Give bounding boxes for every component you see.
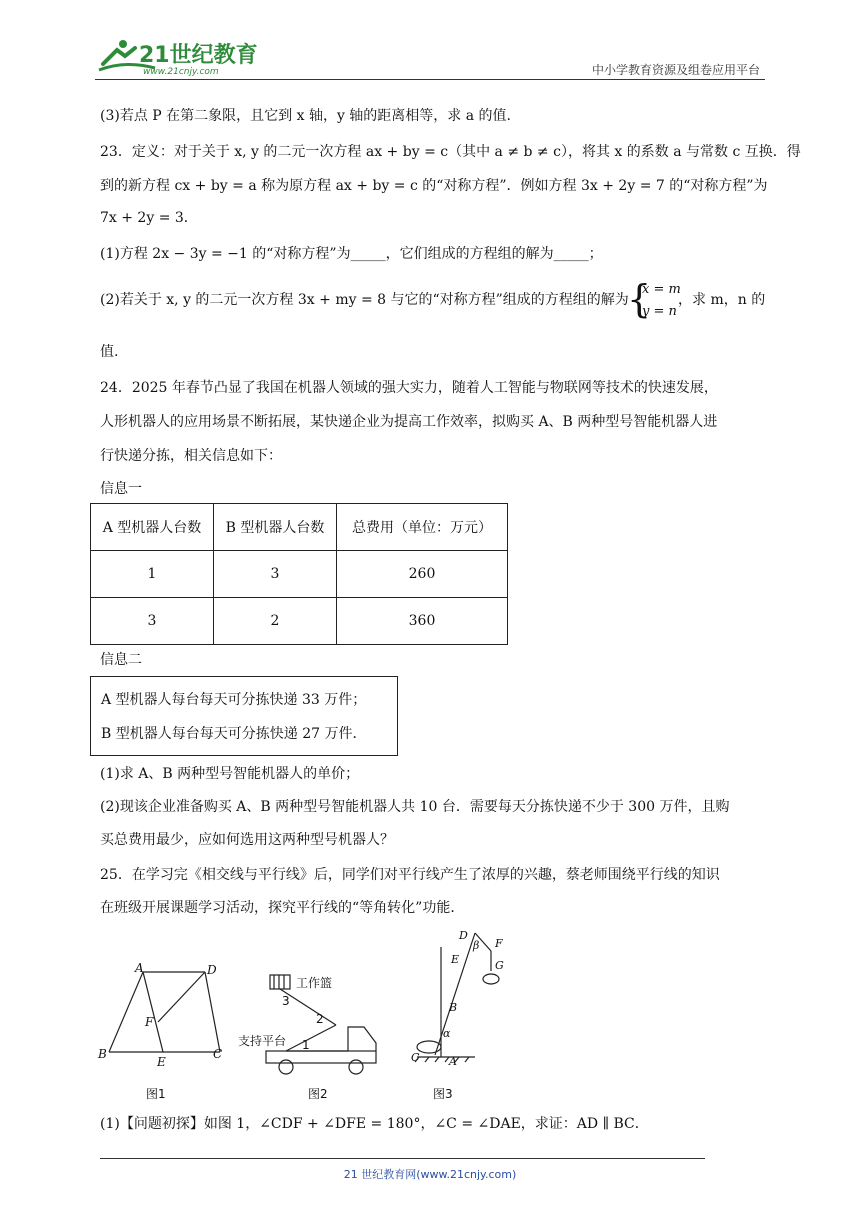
- q23-line2: 到的新方程 cx + by = a 称为原方程 ax + by = c 的“对称方程”．例如方程 3x + 2y = 7 的“对称方程”为: [100, 178, 768, 194]
- figure-2: [236, 965, 381, 1075]
- figure-3: [405, 925, 520, 1075]
- logo-text: 21世纪教育: [139, 43, 258, 68]
- footer-divider: [100, 1158, 705, 1159]
- info2-b: B 型机器人每台每天可分拣快递 27 万件．: [101, 726, 367, 742]
- system-bottom: y = n: [642, 304, 677, 319]
- q24-part1: (1)求 A、B 两种型号智能机器人的单价；: [100, 766, 360, 782]
- q22-part3: (3)若点 P 在第二象限，且它到 x 轴，y 轴的距离相等，求 a 的值.: [100, 108, 512, 124]
- fig1-label-c: C: [213, 1047, 223, 1061]
- info2-label: 信息二: [100, 652, 142, 668]
- figure-1: [95, 960, 230, 1072]
- table-cell: 260: [337, 551, 508, 598]
- q23-part2-tail: ，求 m，n 的: [678, 292, 766, 308]
- table-header: 总费用（单位：万元）: [337, 504, 508, 551]
- table-header-row: [91, 504, 508, 551]
- fig1-label-e: E: [157, 1055, 166, 1069]
- fig3-label-f: F: [495, 937, 503, 950]
- fig3-alpha: α: [443, 1027, 451, 1040]
- fig2-angle2: 2: [316, 1012, 324, 1026]
- footer-text: 21 世纪教育网(www.21cnjy.com): [343, 1168, 517, 1181]
- q25-line2: 在班级开展课题学习活动，探究平行线的“等角转化”功能．: [100, 900, 465, 916]
- site-logo: [95, 34, 265, 78]
- logo-sub: www.21cnjy.com: [143, 67, 219, 77]
- fig1-label-f: F: [145, 1015, 154, 1029]
- q24-line3: 行快递分拣，相关信息如下：: [100, 448, 282, 464]
- cost-table: [90, 503, 508, 645]
- q24-line1: 24．2025 年春节凸显了我国在机器人领域的强大实力，随着人工智能与物联网等技术的快速发展，: [100, 380, 718, 396]
- fig2-angle3: 3: [282, 994, 290, 1008]
- system-top: x = m: [642, 282, 681, 297]
- table-header: B 型机器人台数: [214, 504, 337, 551]
- fig2-angle1: 1: [302, 1038, 310, 1052]
- fig3-label-e: E: [451, 953, 460, 966]
- table-cell: 1: [91, 551, 214, 598]
- system-brace: {: [627, 277, 652, 321]
- table-cell: 3: [91, 598, 214, 645]
- q24-part2-line2: 买总费用最少，应如何选用这两种型号机器人？: [100, 832, 394, 848]
- fig2-caption: 图2: [308, 1087, 328, 1101]
- table-row: [91, 551, 508, 598]
- q25-part1: (1)【问题初探】如图 1，∠CDF + ∠DFE = 180°，∠C = ∠DAE，求证：AD ∥ BC．: [100, 1116, 649, 1132]
- q24-part2-line1: (2)现该企业准备购买 A、B 两种型号智能机器人共 10 台．需要每天分拣快递不少于 300 万件，且购: [100, 799, 730, 815]
- table-cell: 2: [214, 598, 337, 645]
- fig3-beta: β: [473, 939, 480, 952]
- fig1-label-d: D: [207, 963, 217, 977]
- info2-a: A 型机器人每台每天可分拣快递 33 万件；: [101, 692, 367, 708]
- fig3-caption: 图3: [433, 1087, 453, 1101]
- fig1-caption: 图1: [146, 1087, 166, 1101]
- fig2-basket: 工作篮: [296, 976, 333, 990]
- q23-line1: 23．定义：对于关于 x, y 的二元一次方程 ax + by = c（其中 a ≠ b ≠ c），将其 x 的系数 a 与常数 c 互换．得: [100, 144, 801, 160]
- table-header: A 型机器人台数: [91, 504, 214, 551]
- table-cell: 360: [337, 598, 508, 645]
- header-divider: [95, 79, 765, 80]
- platform-name: 中小学教育资源及组卷应用平台: [591, 63, 760, 77]
- q23-part2: (2)若关于 x, y 的二元一次方程 3x + my = 8 与它的“对称方程”组成的方程组的解为: [100, 292, 629, 308]
- q24-line2: 人形机器人的应用场景不断拓展，某快递企业为提高工作效率，拟购买 A、B 两种型号智能机器人进: [100, 414, 718, 430]
- info1-label: 信息一: [100, 481, 142, 497]
- fig1-label-a: A: [135, 961, 144, 975]
- fig3-label-b: B: [449, 1001, 458, 1014]
- fig1-label-b: B: [98, 1047, 107, 1061]
- q23-part1: (1)方程 2x − 3y = −1 的“对称方程”为_____，它们组成的方程组的解为_____；: [100, 246, 603, 262]
- q25-line1: 25．在学习完《相交线与平行线》后，同学们对平行线产生了浓厚的兴趣，蔡老师围绕平行线的知识: [100, 867, 720, 883]
- table-cell: 3: [214, 551, 337, 598]
- q23-part2-end: 值.: [100, 344, 119, 360]
- fig3-label-c: C: [411, 1051, 420, 1064]
- fig3-label-a: A: [449, 1055, 457, 1068]
- table-row: [91, 598, 508, 645]
- fig3-label-g: G: [495, 959, 504, 972]
- q23-line3: 7x + 2y = 3．: [100, 210, 198, 226]
- fig3-label-d: D: [459, 929, 468, 942]
- info2-box: [90, 676, 398, 756]
- fig2-platform: 支持平台: [238, 1034, 287, 1048]
